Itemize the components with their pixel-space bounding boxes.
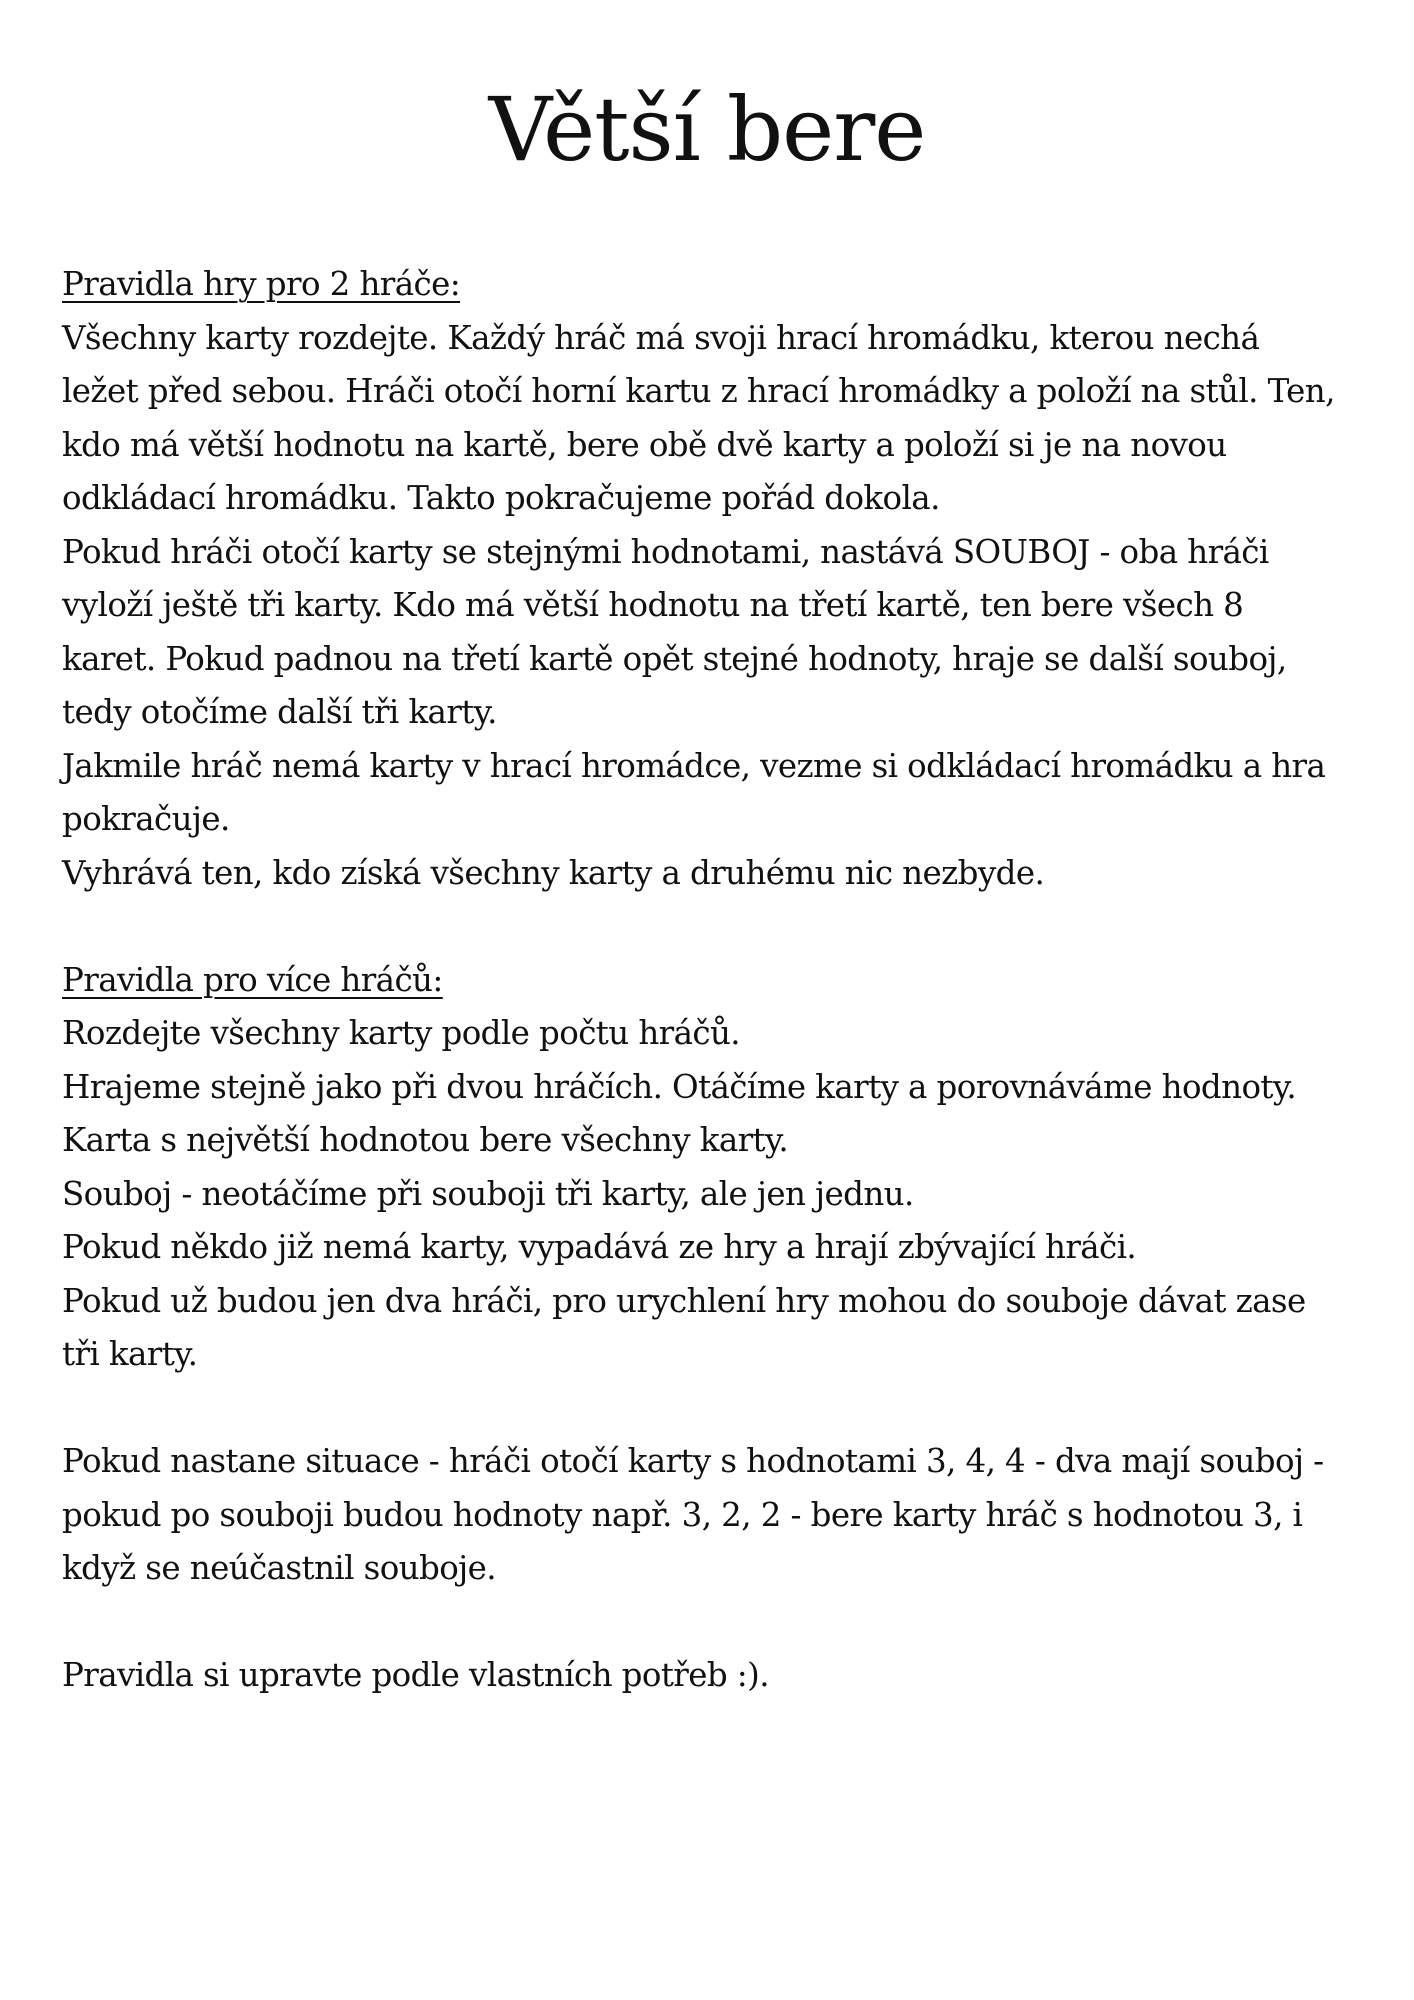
spacer	[62, 900, 1362, 954]
paragraph: Všechny karty rozdejte. Každý hráč má svoji hrací hromádku, kterou nechá ležet před sebou. Hráči otočí horní kartu z hrací hromádky a položí na stůl. Ten, kdo má větší hodnotu na kartě, bere obě dvě karty a položí si je na novou odkládací hromádku. Takto pokračujeme pořád dokola.	[62, 318, 1335, 517]
spacer	[62, 1382, 1362, 1436]
paragraph: Rozdejte všechny karty podle počtu hráčů.	[62, 1014, 741, 1052]
page-title: Větší bere	[488, 78, 926, 181]
paragraph: Karta s největší hodnotou bere všechny karty.	[62, 1121, 789, 1159]
situation-note: Pokud nastane situace - hráči otočí karty s hodnotami 3, 4, 4 - dva mají souboj - pokud po souboji budou hodnoty např. 3, 2, 2 - bere karty hráč s hodnotou 3, i když se neúčastnil souboje.	[62, 1442, 1324, 1587]
section-heading-more-players: Pravidla pro více hráčů:	[62, 960, 443, 999]
rules-body	[62, 258, 1362, 1703]
spacer	[62, 1596, 1362, 1650]
paragraph: Jakmile hráč nemá karty v hrací hromádce, vezme si odkládací hromádku a hra pokračuje.	[62, 746, 1326, 838]
paragraph: Hrajeme stejně jako při dvou hráčích. Otáčíme karty a porovnáváme hodnoty.	[62, 1067, 1297, 1106]
paragraph: Vyhrává ten, kdo získá všechny karty a druhému nic nezbyde.	[62, 853, 1045, 892]
paragraph: Pokud někdo již nemá karty, vypadává ze hry a hrají zbývající hráči.	[62, 1228, 1137, 1266]
paragraph: Pokud už budou jen dva hráči, pro urychlení hry mohou do souboje dávat zase tři karty.	[62, 1281, 1306, 1373]
closing-note: Pravidla si upravte podle vlastních potřeb :).	[62, 1656, 769, 1694]
paragraph: Pokud hráči otočí karty se stejnými hodnotami, nastává SOUBOJ - oba hráči vyloží ještě tři karty. Kdo má větší hodnotu na třetí kartě, ten bere všech 8 karet. Pokud padnou na třetí kartě opět stejné hodnoty, hraje se další souboj, tedy otočíme další tři karty.	[62, 532, 1287, 731]
section-heading-two-players: Pravidla hry pro 2 hráče:	[62, 265, 461, 303]
paragraph: Souboj - neotáčíme při souboji tři karty, ale jen jednu.	[62, 1174, 914, 1213]
